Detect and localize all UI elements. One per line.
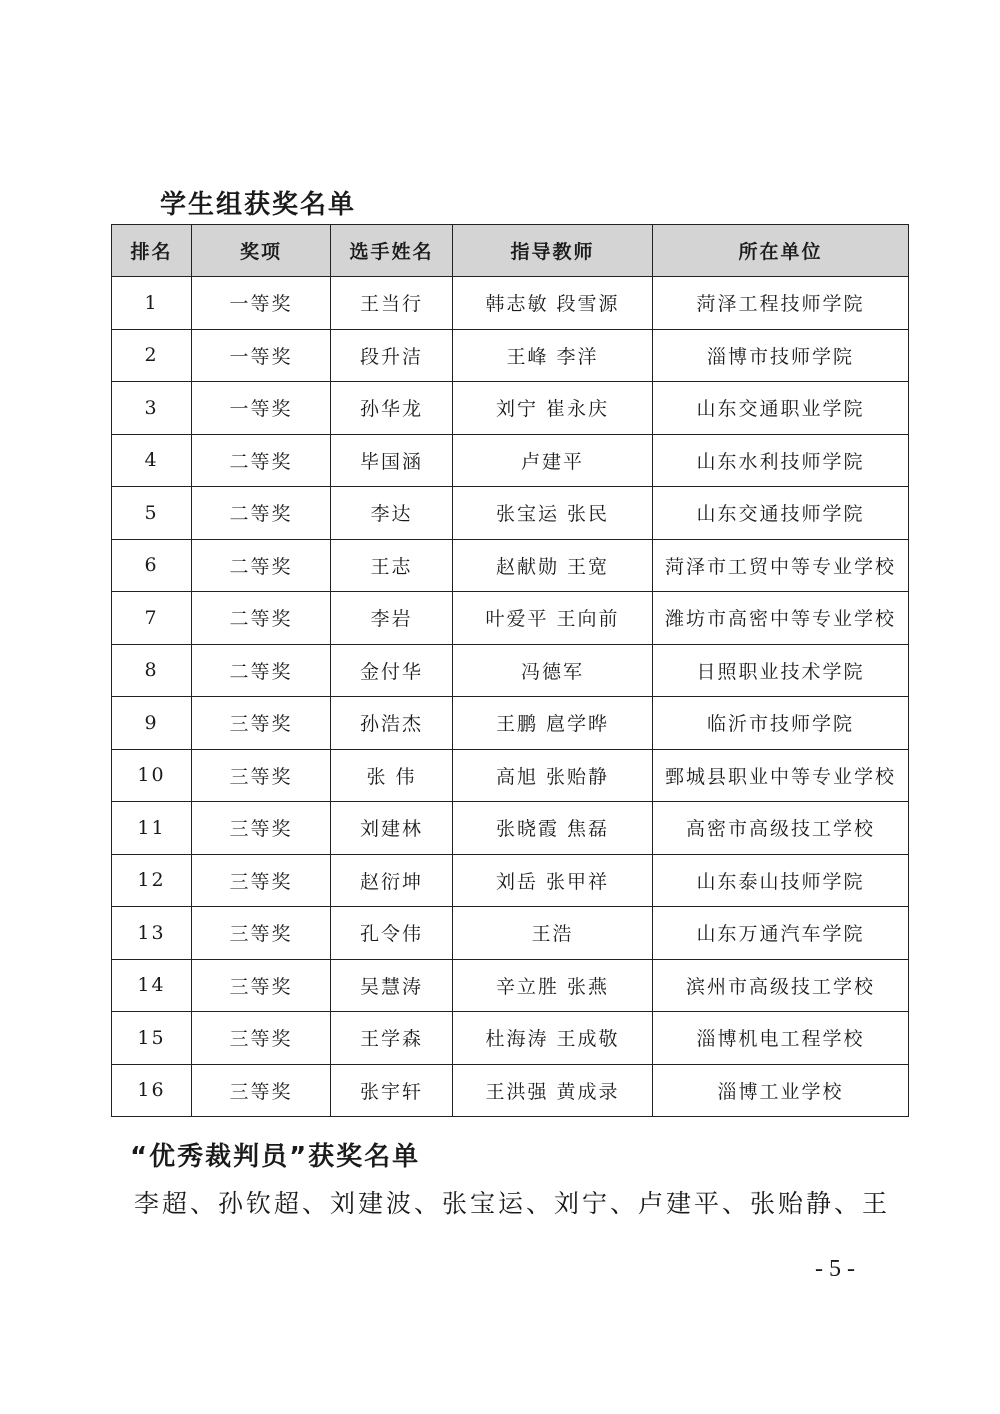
- cell-award: 三等奖: [192, 907, 331, 960]
- cell-organization: 淄博市技师学院: [653, 329, 909, 382]
- cell-award: 一等奖: [192, 329, 331, 382]
- cell-rank: 2: [112, 329, 192, 382]
- table-row: [112, 802, 909, 855]
- cell-award: 二等奖: [192, 487, 331, 540]
- cell-contestant: 吴慧涛: [331, 959, 453, 1012]
- cell-rank: 14: [112, 959, 192, 1012]
- cell-award: 一等奖: [192, 277, 331, 330]
- cell-contestant: 张宇轩: [331, 1064, 453, 1117]
- cell-contestant: 张 伟: [331, 749, 453, 802]
- table-row: [112, 592, 909, 645]
- cell-organization: 淄博工业学校: [653, 1064, 909, 1117]
- table-row: [112, 539, 909, 592]
- cell-award: 三等奖: [192, 697, 331, 750]
- table-header-row: [112, 225, 909, 277]
- cell-instructor: 王洪强 黄成录: [453, 1064, 653, 1117]
- header-organization: 所在单位: [653, 225, 909, 277]
- section-title-student-awards: 学生组获奖名单: [160, 190, 357, 220]
- cell-instructor: 辛立胜 张燕: [453, 959, 653, 1012]
- cell-instructor: 杜海涛 王成敬: [453, 1012, 653, 1065]
- cell-rank: 7: [112, 592, 192, 645]
- cell-contestant: 李达: [331, 487, 453, 540]
- page-number: - 5 -: [815, 1256, 855, 1282]
- cell-instructor: 刘岳 张甲祥: [453, 854, 653, 907]
- cell-instructor: 王鹏 扈学晔: [453, 697, 653, 750]
- cell-contestant: 孔令伟: [331, 907, 453, 960]
- cell-award: 二等奖: [192, 434, 331, 487]
- cell-rank: 8: [112, 644, 192, 697]
- cell-rank: 15: [112, 1012, 192, 1065]
- cell-award: 三等奖: [192, 1064, 331, 1117]
- header-rank: 排名: [112, 225, 192, 277]
- cell-award: 二等奖: [192, 644, 331, 697]
- table-row: [112, 749, 909, 802]
- cell-contestant: 孙浩杰: [331, 697, 453, 750]
- table-row: [112, 907, 909, 960]
- table-row: [112, 697, 909, 750]
- cell-award: 三等奖: [192, 802, 331, 855]
- cell-organization: 菏泽市工贸中等专业学校: [653, 539, 909, 592]
- cell-award: 一等奖: [192, 382, 331, 435]
- header-contestant: 选手姓名: [331, 225, 453, 277]
- cell-rank: 1: [112, 277, 192, 330]
- cell-organization: 潍坊市高密中等专业学校: [653, 592, 909, 645]
- cell-instructor: 叶爱平 王向前: [453, 592, 653, 645]
- table-row: [112, 854, 909, 907]
- table-row: [112, 434, 909, 487]
- cell-award: 二等奖: [192, 592, 331, 645]
- cell-contestant: 李岩: [331, 592, 453, 645]
- cell-instructor: 冯德军: [453, 644, 653, 697]
- cell-rank: 12: [112, 854, 192, 907]
- cell-organization: 临沂市技师学院: [653, 697, 909, 750]
- cell-organization: 日照职业技术学院: [653, 644, 909, 697]
- cell-rank: 11: [112, 802, 192, 855]
- table-row: [112, 277, 909, 330]
- table-row: [112, 644, 909, 697]
- cell-instructor: 王峰 李洋: [453, 329, 653, 382]
- cell-rank: 13: [112, 907, 192, 960]
- cell-instructor: 刘宁 崔永庆: [453, 382, 653, 435]
- cell-rank: 5: [112, 487, 192, 540]
- cell-organization: 滨州市高级技工学校: [653, 959, 909, 1012]
- table-row: [112, 1064, 909, 1117]
- header-award: 奖项: [192, 225, 331, 277]
- referee-name-list: 李超、孙钦超、刘建波、张宝运、刘宁、卢建平、张贻静、王: [134, 1189, 891, 1218]
- cell-contestant: 金付华: [331, 644, 453, 697]
- cell-instructor: 张宝运 张民: [453, 487, 653, 540]
- cell-instructor: 高旭 张贻静: [453, 749, 653, 802]
- cell-organization: 高密市高级技工学校: [653, 802, 909, 855]
- cell-contestant: 王学森: [331, 1012, 453, 1065]
- cell-organization: 山东泰山技师学院: [653, 854, 909, 907]
- cell-rank: 10: [112, 749, 192, 802]
- table-row: [112, 1012, 909, 1065]
- cell-award: 三等奖: [192, 959, 331, 1012]
- cell-award: 三等奖: [192, 749, 331, 802]
- cell-rank: 3: [112, 382, 192, 435]
- table-row: [112, 487, 909, 540]
- cell-rank: 9: [112, 697, 192, 750]
- cell-contestant: 王当行: [331, 277, 453, 330]
- cell-instructor: 赵献勋 王宽: [453, 539, 653, 592]
- cell-contestant: 刘建林: [331, 802, 453, 855]
- cell-organization: 菏泽工程技师学院: [653, 277, 909, 330]
- table-row: [112, 329, 909, 382]
- section-title-referee-awards: “优秀裁判员”获奖名单: [130, 1142, 421, 1172]
- cell-organization: 山东水利技师学院: [653, 434, 909, 487]
- cell-contestant: 孙华龙: [331, 382, 453, 435]
- cell-organization: 山东万通汽车学院: [653, 907, 909, 960]
- cell-rank: 6: [112, 539, 192, 592]
- cell-instructor: 韩志敏 段雪源: [453, 277, 653, 330]
- awards-table: [111, 224, 909, 1117]
- cell-rank: 16: [112, 1064, 192, 1117]
- cell-organization: 鄄城县职业中等专业学校: [653, 749, 909, 802]
- cell-instructor: 王浩: [453, 907, 653, 960]
- table-row: [112, 382, 909, 435]
- cell-instructor: 卢建平: [453, 434, 653, 487]
- cell-contestant: 段升洁: [331, 329, 453, 382]
- cell-award: 二等奖: [192, 539, 331, 592]
- cell-organization: 山东交通技师学院: [653, 487, 909, 540]
- cell-organization: 山东交通职业学院: [653, 382, 909, 435]
- cell-organization: 淄博机电工程学校: [653, 1012, 909, 1065]
- cell-award: 三等奖: [192, 854, 331, 907]
- cell-rank: 4: [112, 434, 192, 487]
- cell-contestant: 赵衍坤: [331, 854, 453, 907]
- cell-instructor: 张晓霞 焦磊: [453, 802, 653, 855]
- table-row: [112, 959, 909, 1012]
- cell-award: 三等奖: [192, 1012, 331, 1065]
- cell-contestant: 毕国涵: [331, 434, 453, 487]
- header-instructor: 指导教师: [453, 225, 653, 277]
- cell-contestant: 王志: [331, 539, 453, 592]
